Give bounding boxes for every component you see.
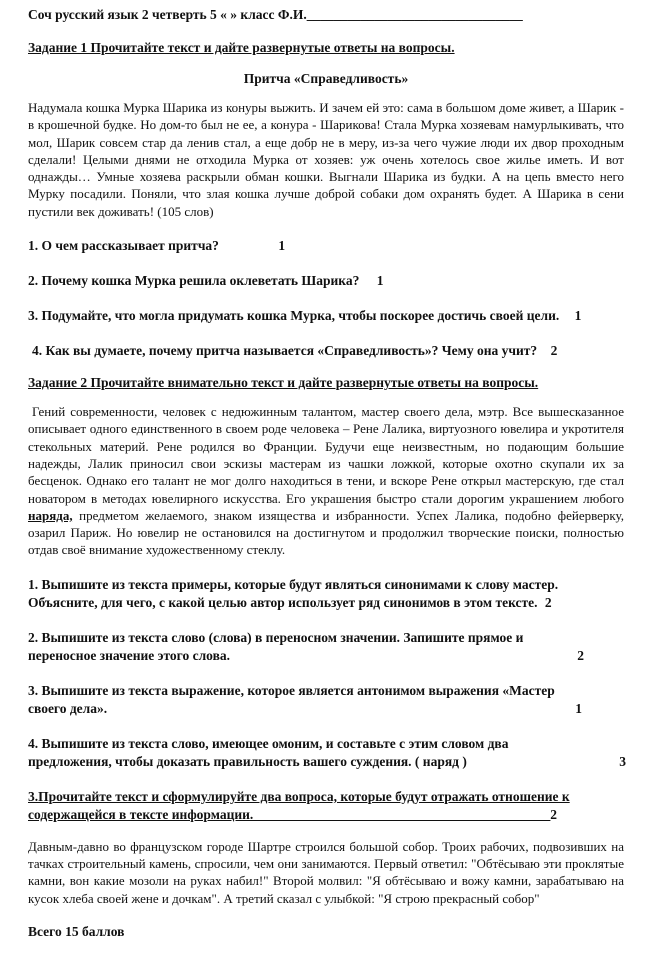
task2-question-3: 3. Выпишите из текста выражение, которое является антонимом выражения «Мастер своего дела». 1: [28, 682, 582, 716]
points: 2: [550, 806, 558, 822]
task2-title: Задание 2 Прочитайте внимательно текст и дайте развернутые ответы на вопросы.: [28, 375, 539, 391]
story-title: Притча «Справедливость»: [243, 71, 409, 86]
worksheet-header: Соч русский язык 2 четверть 5 « » класс Ф.И.________________________________: [28, 7, 523, 22]
task2-text: Гений современности, человек с недюжинным талантом, мастер своего дела, мэтр. Все вышесказанное описывает одного единственного в своем роде человека – Рене Лалика, виртуозного ювелира и укротителя стекольных материй. Рене родился во Франции. Будучи еще неизвестным, но подающим большие надежды, Лалик приносил свои эскизы мастерам из чашки ложкой, которые охотно скупали их за бесценок. Однако его талант не мог долго находиться в тени, и вскоре Рене открыл мастерскую, где стал новатором в методах ювелирного искусства. Его украшения быстро стали дорогим украшением любого наряда, предметом желаемого, знаком изящества и избранности. Успех Лалика, подобно фейерверку, озарил Париж. Но ювелир не остановился на достигнутом и продолжил творческие поиски, полностью отдав своё внимание художественному стеклу.: [28, 404, 624, 558]
total-score: Всего 15 баллов: [28, 923, 125, 939]
points: 3: [619, 753, 626, 769]
task3-title: 3.Прочитайте текст и сформулируйте два вопроса, которые будут отражать отношение к содержащейся в тексте информации.____________________________________________2: [28, 788, 570, 822]
task1-question-2: 2. Почему кошка Мурка решила оклеветать Шарика? 1: [28, 273, 384, 289]
worksheet: [28, 6, 624, 940]
task2-question-2: 2. Выпишите из текста слово (слова) в переносном значении. Запишите прямое и переносное значение этого слова. 2: [28, 629, 584, 663]
task1-question-3: 3. Подумайте, что могла придумать кошка Мурка, чтобы поскорее достичь своей цели. 1: [28, 308, 582, 324]
task3-text: Давным-давно во французском городе Шартре строился большой собор. Троих рабочих, подвозивших на тачках строительный камень, спросили, чем они занимаются. Первый ответил: "Обтёсываю эти проклятые камни, вон какие мозоли на руках набил!" Второй молвил: "Я обтёсываю и вожу камни, зарабатываю на кусок хлеба своей жене и дочкам". А третий сказал с улыбкой: "Я строю прекрасный собор": [28, 838, 624, 906]
task1-question-1: 1. О чем рассказывает притча? 1: [28, 238, 286, 254]
points: 1: [574, 308, 582, 324]
points: 2: [544, 594, 552, 610]
task1-question-4: 4. Как вы думаете, почему притча называется «Справедливость»? Чему она учит? 2: [32, 343, 558, 359]
points: 1: [575, 700, 582, 716]
highlighted-word: наряда,: [28, 507, 73, 523]
task1-title: Задание 1 Прочитайте текст и дайте развернутые ответы на вопросы.: [28, 40, 455, 55]
task2-question-4: 4. Выпишите из текста слово, имеющее омоним, и составьте с этим словом два предложения, чтобы доказать правильность вашего суждения. ( наряд ) 3: [28, 735, 626, 769]
task1-text: Надумала кошка Мурка Шарика из конуры выжить. И зачем ей это: сама в большом доме живет, а Шарик - в крошечной будке. Но дом-то был не ее, а конура - Шарикова! Стала Мурка хозяевам намурлыкивать, что мол, Шарик совсем стар да ленив стал, а еще добр не в меру, из-за чего чужие люди их двор проходным сделали! Целыми днями не отходила Мурка от хозяев: уж очень хотелось свое жилье иметь. И вот однажды… Умные хозяева раскрыли обман кошки. Выгнали Шарика из будки. А на цепь вместо него Мурку посадили. Поняли, что злая кошка лучше доброй собаки дом охранять будет. А Шарика в сени пустили век доживать! (105 слов): [28, 100, 624, 219]
points: 1: [278, 238, 286, 254]
points: 2: [577, 647, 584, 663]
points: 1: [376, 273, 384, 289]
points: 2: [550, 343, 558, 359]
task2-question-1: 1. Выпишите из текста примеры, которые будут являться синонимами к слову мастер. Объясните, для чего, с какой целью автор использует ряд синонимов в этом тексте. 2: [28, 576, 559, 610]
